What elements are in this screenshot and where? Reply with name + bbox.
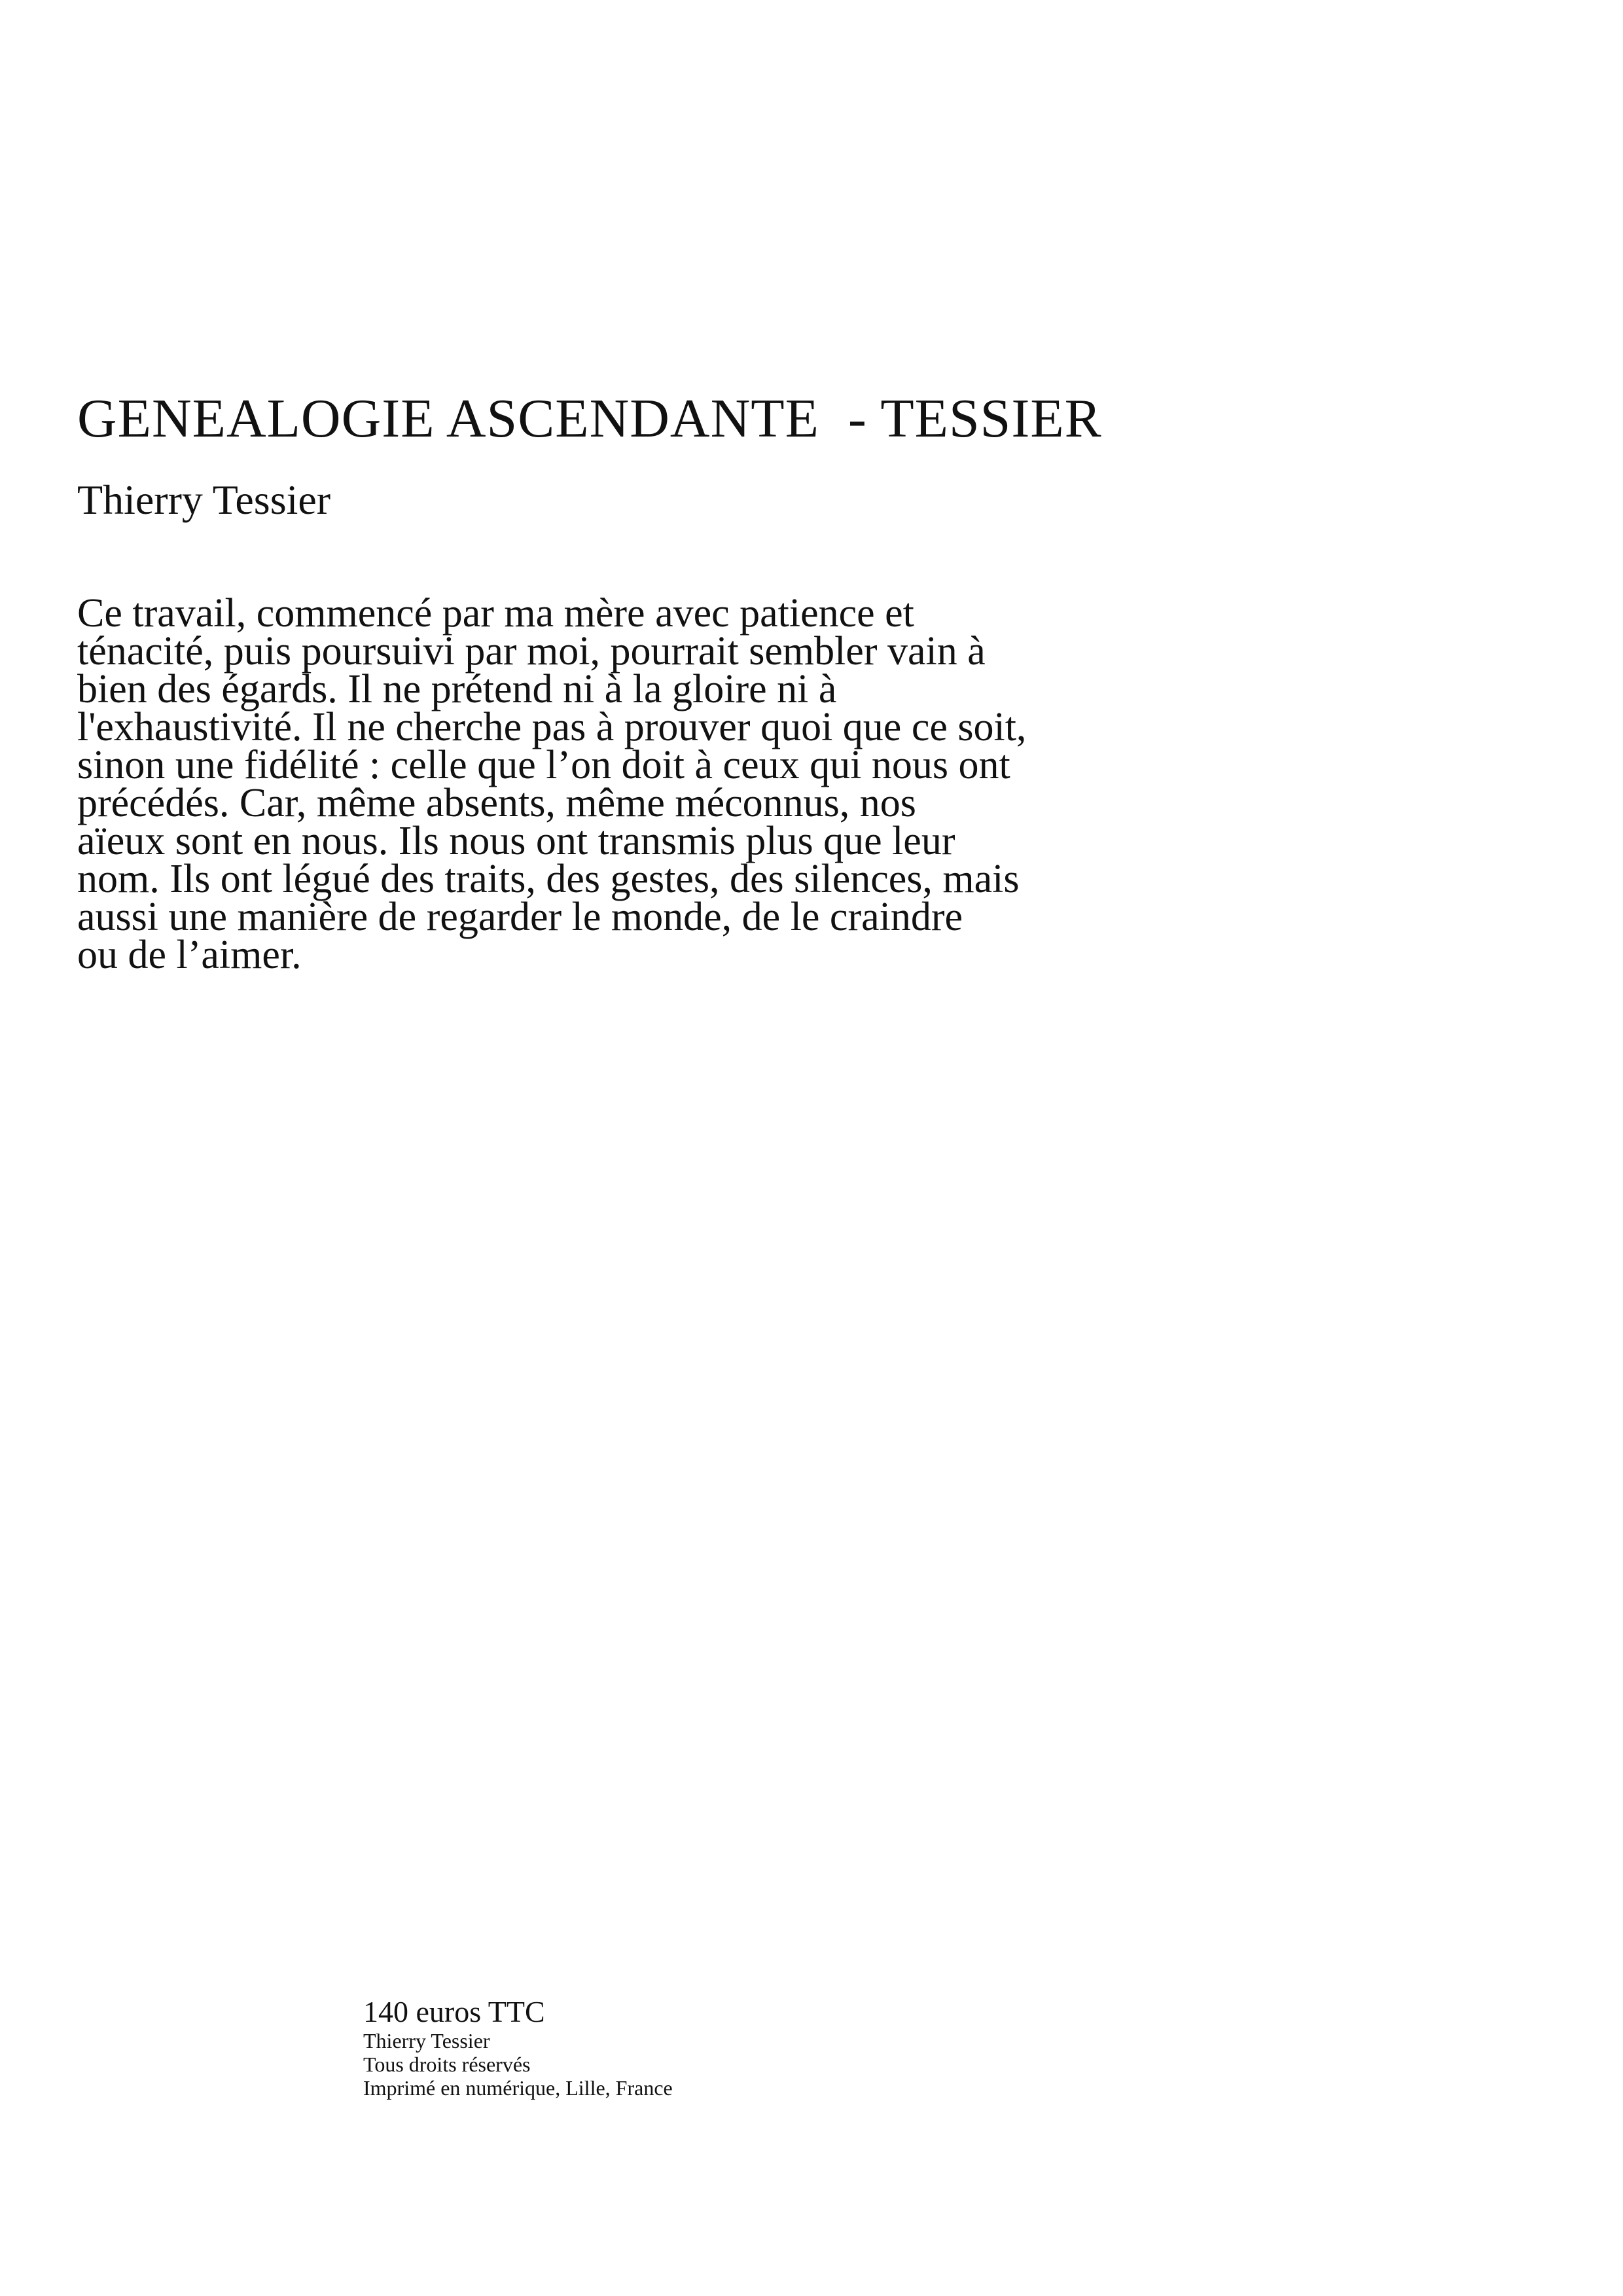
colophon-author: Thierry Tessier bbox=[363, 2029, 490, 2053]
paragraph-line: nom. Ils ont légué des traits, des gestes, des silences, mais bbox=[77, 857, 1020, 901]
document-title: GENEALOGIE ASCENDANTE - TESSIER bbox=[77, 388, 1102, 449]
rights-notice: Tous droits réservés bbox=[363, 2053, 531, 2076]
paragraph-line: ou de l’aimer. bbox=[77, 933, 302, 977]
paragraph-line: aussi une manière de regarder le monde, de le craindre bbox=[77, 895, 963, 939]
paragraph-line: ténacité, puis poursuivi par moi, pourrait sembler vain à bbox=[77, 629, 986, 673]
paragraph-line: sinon une fidélité : celle que l’on doit à ceux qui nous ont bbox=[77, 743, 1010, 787]
paragraph-line: bien des égards. Il ne prétend ni à la gloire ni à bbox=[77, 667, 837, 711]
paragraph-line: l'exhaustivité. Il ne cherche pas à prouver quoi que ce soit, bbox=[77, 705, 1027, 749]
print-info: Imprimé en numérique, Lille, France bbox=[363, 2076, 673, 2100]
colophon bbox=[363, 1995, 673, 2100]
document-author: Thierry Tessier bbox=[77, 476, 331, 523]
intro-paragraph bbox=[77, 591, 1249, 977]
paragraph-line: Ce travail, commencé par ma mère avec patience et bbox=[77, 591, 914, 636]
paragraph-line: précédés. Car, même absents, même méconnus, nos bbox=[77, 781, 916, 825]
paragraph-line: aïeux sont en nous. Ils nous ont transmis plus que leur bbox=[77, 819, 955, 863]
price-label: 140 euros TTC bbox=[363, 1995, 545, 2028]
